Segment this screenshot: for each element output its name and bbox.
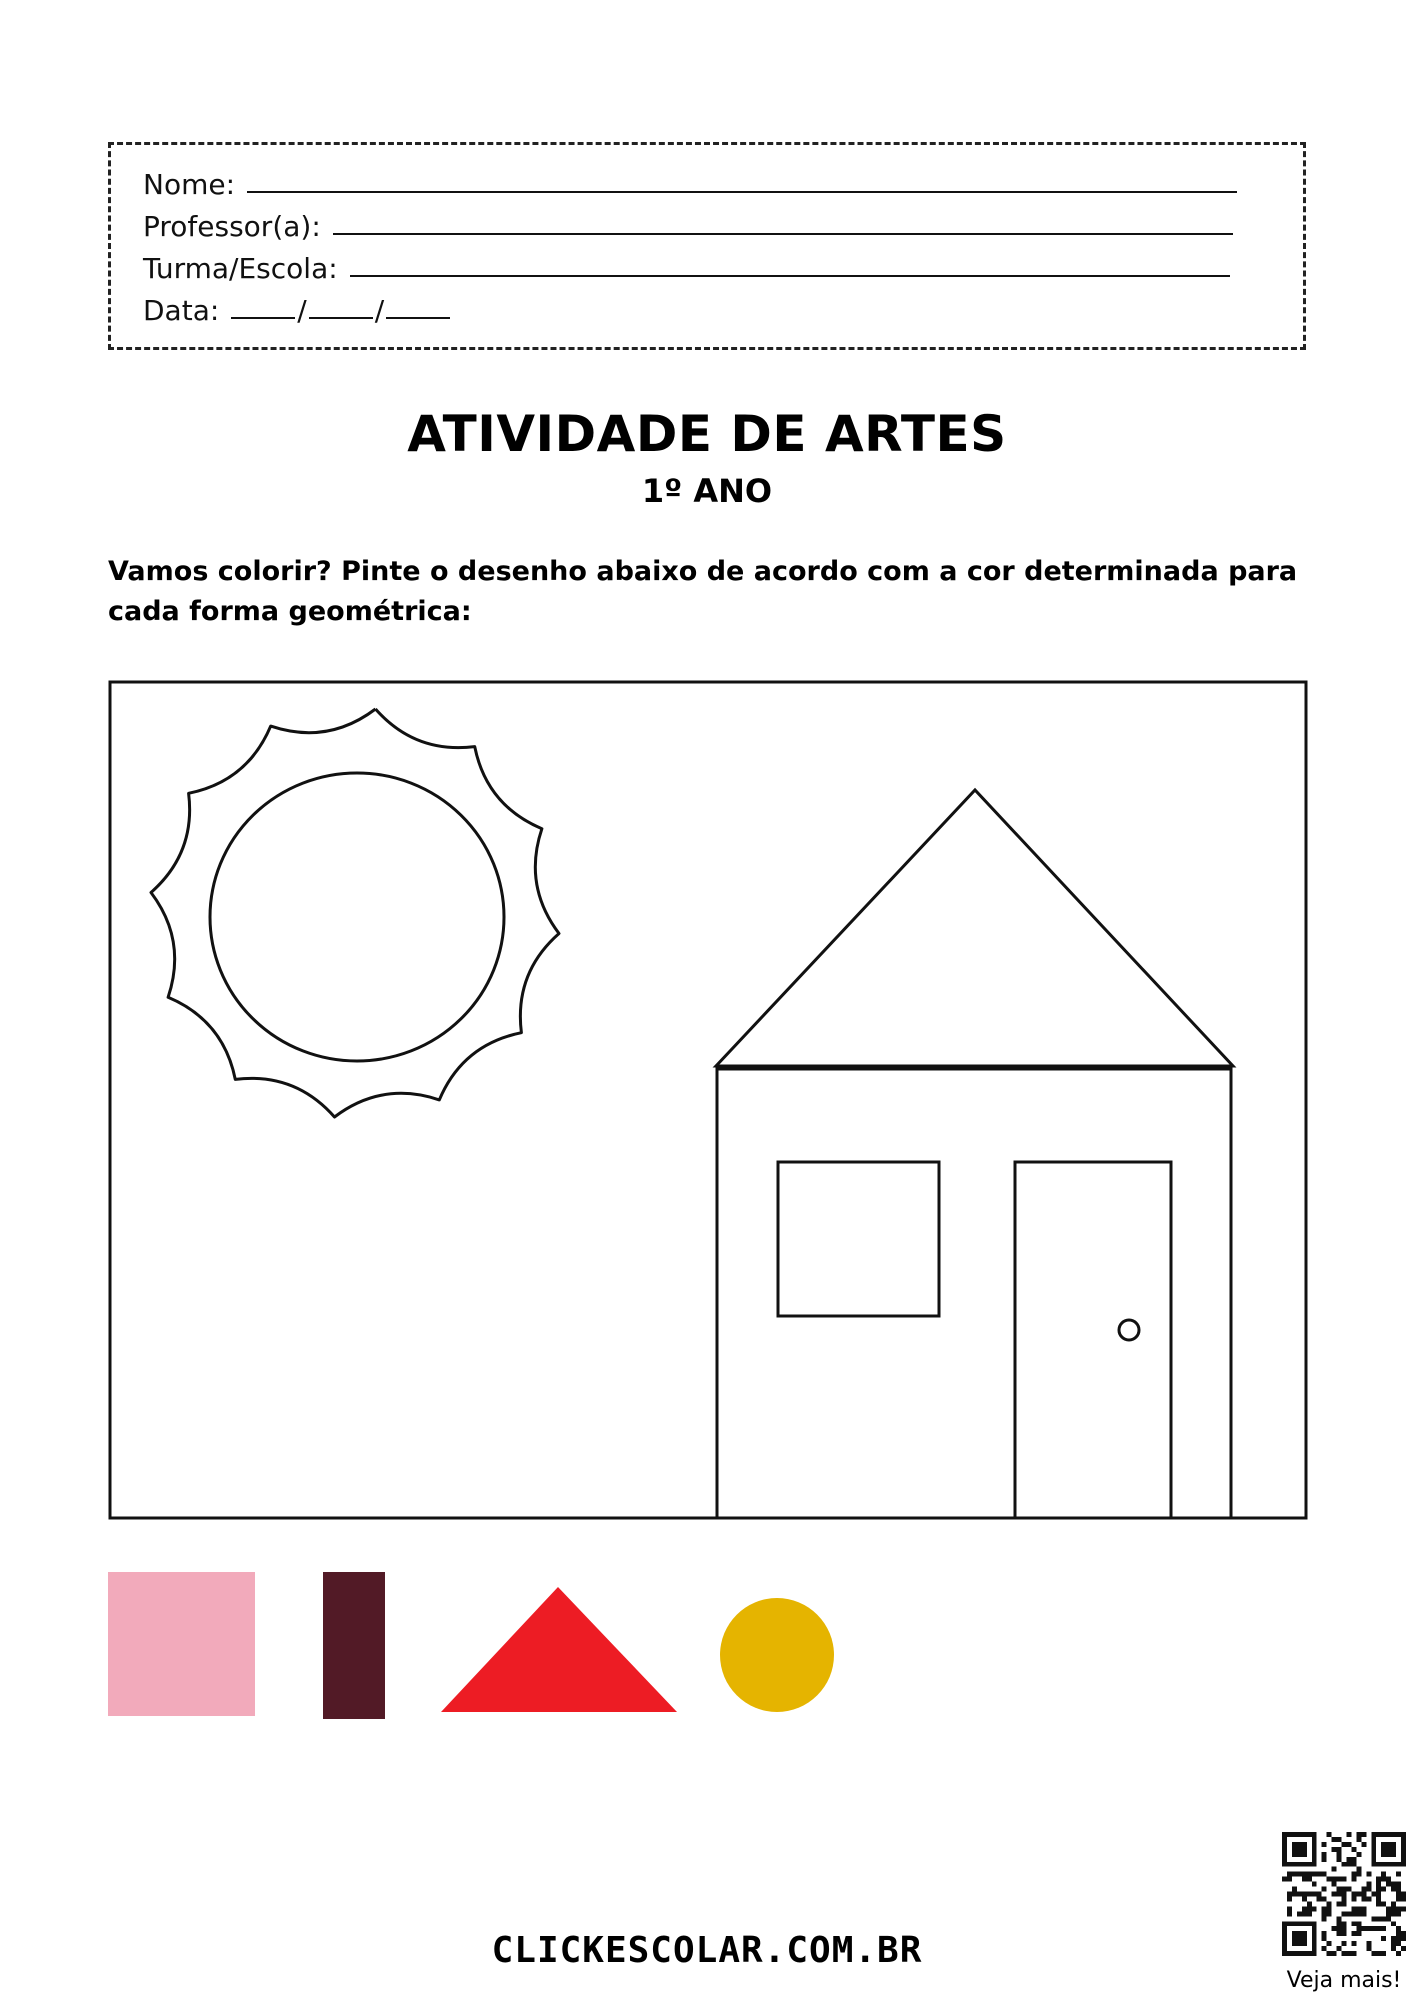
qr-module: [1401, 1906, 1406, 1911]
qr-module: [1361, 1911, 1366, 1916]
qr-module: [1337, 1892, 1342, 1897]
color-key-square: [108, 1572, 255, 1716]
qr-module: [1396, 1911, 1401, 1916]
qr-module: [1401, 1832, 1406, 1867]
qr-module: [1396, 1887, 1401, 1892]
qr-module: [1327, 1901, 1332, 1906]
qr-module: [1351, 1906, 1356, 1911]
qr-module: [1282, 1877, 1287, 1882]
qr-module: [1381, 1842, 1396, 1857]
qr-module: [1342, 1931, 1347, 1936]
qr-module: [1342, 1901, 1347, 1906]
qr-module: [1317, 1892, 1322, 1897]
qr-module: [1342, 1892, 1347, 1897]
qr-module: [1351, 1877, 1356, 1882]
qr-module: [1366, 1872, 1371, 1877]
qr-module: [1287, 1896, 1292, 1901]
qr-module: [1391, 1921, 1396, 1926]
qr-module: [1327, 1906, 1332, 1911]
qr-module: [1307, 1872, 1312, 1877]
qr-module: [1342, 1921, 1347, 1926]
qr-module: [1381, 1887, 1386, 1892]
qr-module: [1351, 1896, 1356, 1901]
qr-module: [1302, 1872, 1307, 1877]
qr-module: [1327, 1941, 1332, 1946]
qr-module: [1396, 1931, 1401, 1936]
qr-module: [1376, 1901, 1381, 1906]
qr-module: [1356, 1906, 1361, 1911]
house-window[interactable]: [778, 1162, 939, 1316]
qr-module: [1366, 1896, 1371, 1901]
qr-module: [1356, 1872, 1361, 1877]
drawing-frame: [110, 682, 1306, 1518]
qr-module: [1297, 1911, 1302, 1916]
qr-module: [1327, 1832, 1332, 1837]
qr-module: [1361, 1892, 1366, 1897]
qr-module: [1366, 1887, 1371, 1892]
qr-module: [1376, 1887, 1381, 1892]
qr-module: [1322, 1852, 1327, 1857]
qr-module: [1302, 1877, 1307, 1882]
qr-module: [1342, 1911, 1347, 1916]
qr-module: [1322, 1946, 1327, 1951]
qr-module: [1376, 1916, 1381, 1921]
qr-module: [1361, 1896, 1366, 1901]
qr-module: [1302, 1911, 1307, 1916]
qr-module: [1282, 1862, 1317, 1867]
qr-module: [1391, 1941, 1396, 1946]
qr-module: [1366, 1882, 1371, 1887]
date-slash: /: [374, 294, 385, 327]
qr-module: [1287, 1892, 1292, 1897]
qr-module: [1386, 1877, 1391, 1882]
qr-module: [1337, 1926, 1342, 1931]
qr-module: [1401, 1931, 1406, 1936]
qr-module: [1337, 1901, 1342, 1906]
qr-module: [1282, 1832, 1317, 1837]
qr-module: [1342, 1941, 1347, 1946]
qr-module: [1366, 1941, 1371, 1946]
name-label: Nome:: [143, 168, 236, 201]
qr-module: [1346, 1887, 1351, 1892]
color-key-rectangle: [323, 1572, 385, 1719]
qr-module: [1376, 1877, 1381, 1882]
qr-module: [1396, 1941, 1401, 1946]
qr-module: [1386, 1906, 1391, 1911]
qr-module: [1351, 1857, 1356, 1862]
qr-module: [1391, 1906, 1396, 1911]
qr-module: [1322, 1896, 1327, 1901]
qr-module: [1381, 1872, 1386, 1877]
qr-module: [1381, 1916, 1386, 1921]
qr-module: [1371, 1832, 1376, 1867]
qr-module: [1332, 1951, 1337, 1956]
qr-module: [1361, 1926, 1366, 1931]
qr-module: [1391, 1882, 1396, 1887]
qr-module: [1307, 1892, 1312, 1897]
qr-module: [1381, 1901, 1386, 1906]
qr-module: [1351, 1892, 1356, 1897]
qr-module: [1356, 1867, 1361, 1872]
qr-module: [1307, 1877, 1312, 1882]
qr-module: [1337, 1837, 1342, 1842]
qr-module: [1366, 1946, 1371, 1951]
qr-module: [1366, 1926, 1371, 1931]
qr-module: [1307, 1906, 1312, 1911]
qr-module: [1282, 1921, 1317, 1926]
qr-module: [1386, 1911, 1391, 1916]
qr-module: [1376, 1892, 1381, 1897]
qr-module: [1292, 1842, 1307, 1857]
qr-module: [1361, 1887, 1366, 1892]
qr-module: [1381, 1951, 1386, 1956]
qr-module: [1401, 1936, 1406, 1941]
qr-module: [1351, 1847, 1356, 1852]
sun-rays[interactable]: [151, 709, 559, 1117]
qr-module: [1371, 1926, 1376, 1931]
qr-module: [1396, 1882, 1401, 1887]
qr-module: [1332, 1926, 1337, 1931]
qr-module: [1332, 1892, 1337, 1897]
page-subtitle: 1º ANO: [641, 472, 773, 510]
qr-module: [1376, 1896, 1381, 1901]
qr-module: [1356, 1852, 1361, 1857]
qr-module: [1322, 1931, 1327, 1936]
qr-module: [1356, 1911, 1361, 1916]
qr-module: [1322, 1916, 1327, 1921]
qr-module: [1327, 1911, 1332, 1916]
qr-module: [1376, 1882, 1381, 1887]
qr-module: [1346, 1857, 1351, 1862]
qr-module: [1312, 1872, 1317, 1877]
qr-module: [1292, 1872, 1297, 1877]
qr-module: [1342, 1896, 1347, 1901]
qr-module: [1287, 1906, 1292, 1911]
qr-module: [1322, 1872, 1327, 1877]
qr-module: [1401, 1946, 1406, 1951]
website-footer[interactable]: CLICKESCOLAR.COM.BR: [491, 1930, 923, 1971]
qr-module: [1302, 1896, 1307, 1901]
qr-module: [1356, 1931, 1361, 1936]
qr-module: [1342, 1842, 1347, 1847]
qr-module: [1346, 1911, 1351, 1916]
qr-module: [1312, 1892, 1317, 1897]
date-label: Data:: [143, 294, 220, 327]
qr-module: [1361, 1906, 1366, 1911]
qr-module: [1356, 1832, 1361, 1837]
qr-module: [1346, 1862, 1351, 1867]
qr-module: [1292, 1931, 1307, 1946]
qr-module: [1292, 1892, 1297, 1897]
qr-module: [1401, 1892, 1406, 1897]
qr-module: [1351, 1862, 1356, 1867]
qr-module: [1376, 1926, 1381, 1931]
qr-module: [1307, 1901, 1312, 1906]
qr-module: [1361, 1832, 1366, 1837]
qr-module: [1297, 1892, 1302, 1897]
qr-module: [1312, 1882, 1317, 1887]
qr-module: [1282, 1921, 1287, 1956]
qr-module: [1396, 1872, 1401, 1877]
qr-module: [1401, 1896, 1406, 1901]
class-label: Turma/Escola:: [143, 252, 338, 285]
qr-module: [1337, 1847, 1342, 1852]
qr-module: [1346, 1832, 1351, 1837]
qr-module: [1391, 1911, 1396, 1916]
qr-module: [1396, 1896, 1401, 1901]
qr-module: [1351, 1911, 1356, 1916]
qr-module: [1361, 1842, 1366, 1847]
qr-module: [1297, 1872, 1302, 1877]
house-wall[interactable]: [717, 1069, 1231, 1518]
sun-circle[interactable]: [210, 773, 504, 1061]
qr-module: [1302, 1892, 1307, 1897]
qr-module: [1356, 1892, 1361, 1897]
qr-module: [1386, 1882, 1391, 1887]
qr-module: [1342, 1887, 1347, 1892]
qr-module: [1332, 1882, 1337, 1887]
qr-module: [1332, 1877, 1337, 1882]
qr-module: [1351, 1941, 1356, 1946]
qr-code[interactable]: [1282, 1832, 1406, 1956]
qr-module: [1342, 1951, 1347, 1956]
qr-module: [1302, 1906, 1307, 1911]
qr-module: [1351, 1931, 1356, 1936]
qr-module: [1356, 1921, 1361, 1926]
qr-module: [1282, 1951, 1317, 1956]
qr-module: [1381, 1936, 1386, 1941]
qr-module: [1391, 1887, 1396, 1892]
qr-module: [1337, 1852, 1342, 1857]
qr-module: [1292, 1887, 1297, 1892]
qr-module: [1346, 1842, 1351, 1847]
date-slash: /: [297, 294, 307, 327]
qr-module: [1337, 1877, 1342, 1882]
qr-module: [1337, 1931, 1342, 1936]
qr-module: [1322, 1887, 1327, 1892]
qr-module: [1282, 1832, 1287, 1867]
house-roof[interactable]: [716, 790, 1233, 1066]
qr-module: [1351, 1951, 1356, 1956]
qr-module: [1371, 1862, 1406, 1867]
qr-module: [1322, 1857, 1327, 1862]
qr-module: [1371, 1892, 1376, 1897]
qr-module: [1391, 1901, 1396, 1906]
qr-module: [1342, 1862, 1347, 1867]
qr-module: [1307, 1911, 1312, 1916]
qr-module: [1327, 1951, 1332, 1956]
house-door[interactable]: [1015, 1162, 1171, 1518]
qr-module: [1371, 1951, 1376, 1956]
qr-module: [1396, 1936, 1401, 1941]
qr-module: [1391, 1936, 1396, 1941]
qr-module: [1396, 1926, 1401, 1931]
qr-module: [1312, 1906, 1317, 1911]
qr-module: [1322, 1842, 1327, 1847]
qr-module: [1337, 1916, 1342, 1921]
qr-module: [1287, 1911, 1292, 1916]
qr-module: [1322, 1936, 1327, 1941]
qr-module: [1356, 1926, 1361, 1931]
teacher-label: Professor(a):: [143, 210, 321, 243]
qr-module: [1342, 1926, 1347, 1931]
color-key-circle: [720, 1598, 834, 1712]
qr-module: [1391, 1946, 1396, 1951]
qr-module: [1376, 1951, 1381, 1956]
qr-module: [1337, 1946, 1342, 1951]
qr-module: [1356, 1837, 1361, 1842]
qr-module: [1332, 1847, 1337, 1852]
qr-module: [1337, 1921, 1342, 1926]
qr-module: [1322, 1906, 1327, 1911]
qr-module: [1287, 1872, 1292, 1877]
qr-module: [1342, 1877, 1347, 1882]
qr-module: [1317, 1872, 1322, 1877]
qr-module: [1337, 1857, 1342, 1862]
color-key-triangle: [441, 1587, 677, 1712]
qr-module: [1381, 1877, 1386, 1882]
qr-module: [1386, 1916, 1391, 1921]
qr-module: [1312, 1921, 1317, 1956]
qr-module: [1322, 1911, 1327, 1916]
qr-caption: Veja mais!: [1286, 1968, 1402, 1993]
qr-module: [1351, 1872, 1356, 1877]
qr-module: [1312, 1832, 1317, 1867]
qr-module: [1327, 1877, 1332, 1882]
qr-module: [1346, 1951, 1351, 1956]
qr-module: [1351, 1921, 1356, 1926]
qr-module: [1332, 1837, 1337, 1842]
door-knob[interactable]: [1119, 1320, 1139, 1340]
qr-module: [1396, 1951, 1401, 1956]
qr-module: [1337, 1887, 1342, 1892]
qr-module: [1371, 1916, 1376, 1921]
qr-module: [1396, 1906, 1401, 1911]
qr-module: [1371, 1832, 1406, 1837]
qr-module: [1332, 1867, 1337, 1872]
page-title: ATIVIDADE DE ARTES: [407, 405, 1007, 463]
qr-module: [1287, 1877, 1292, 1882]
qr-module: [1396, 1892, 1401, 1897]
qr-module: [1381, 1926, 1386, 1931]
instructions-text: Vamos colorir? Pinte o desenho abaixo de acordo com a cor determinada para cada forma geométrica:: [108, 556, 1298, 627]
qr-module: [1317, 1896, 1322, 1901]
